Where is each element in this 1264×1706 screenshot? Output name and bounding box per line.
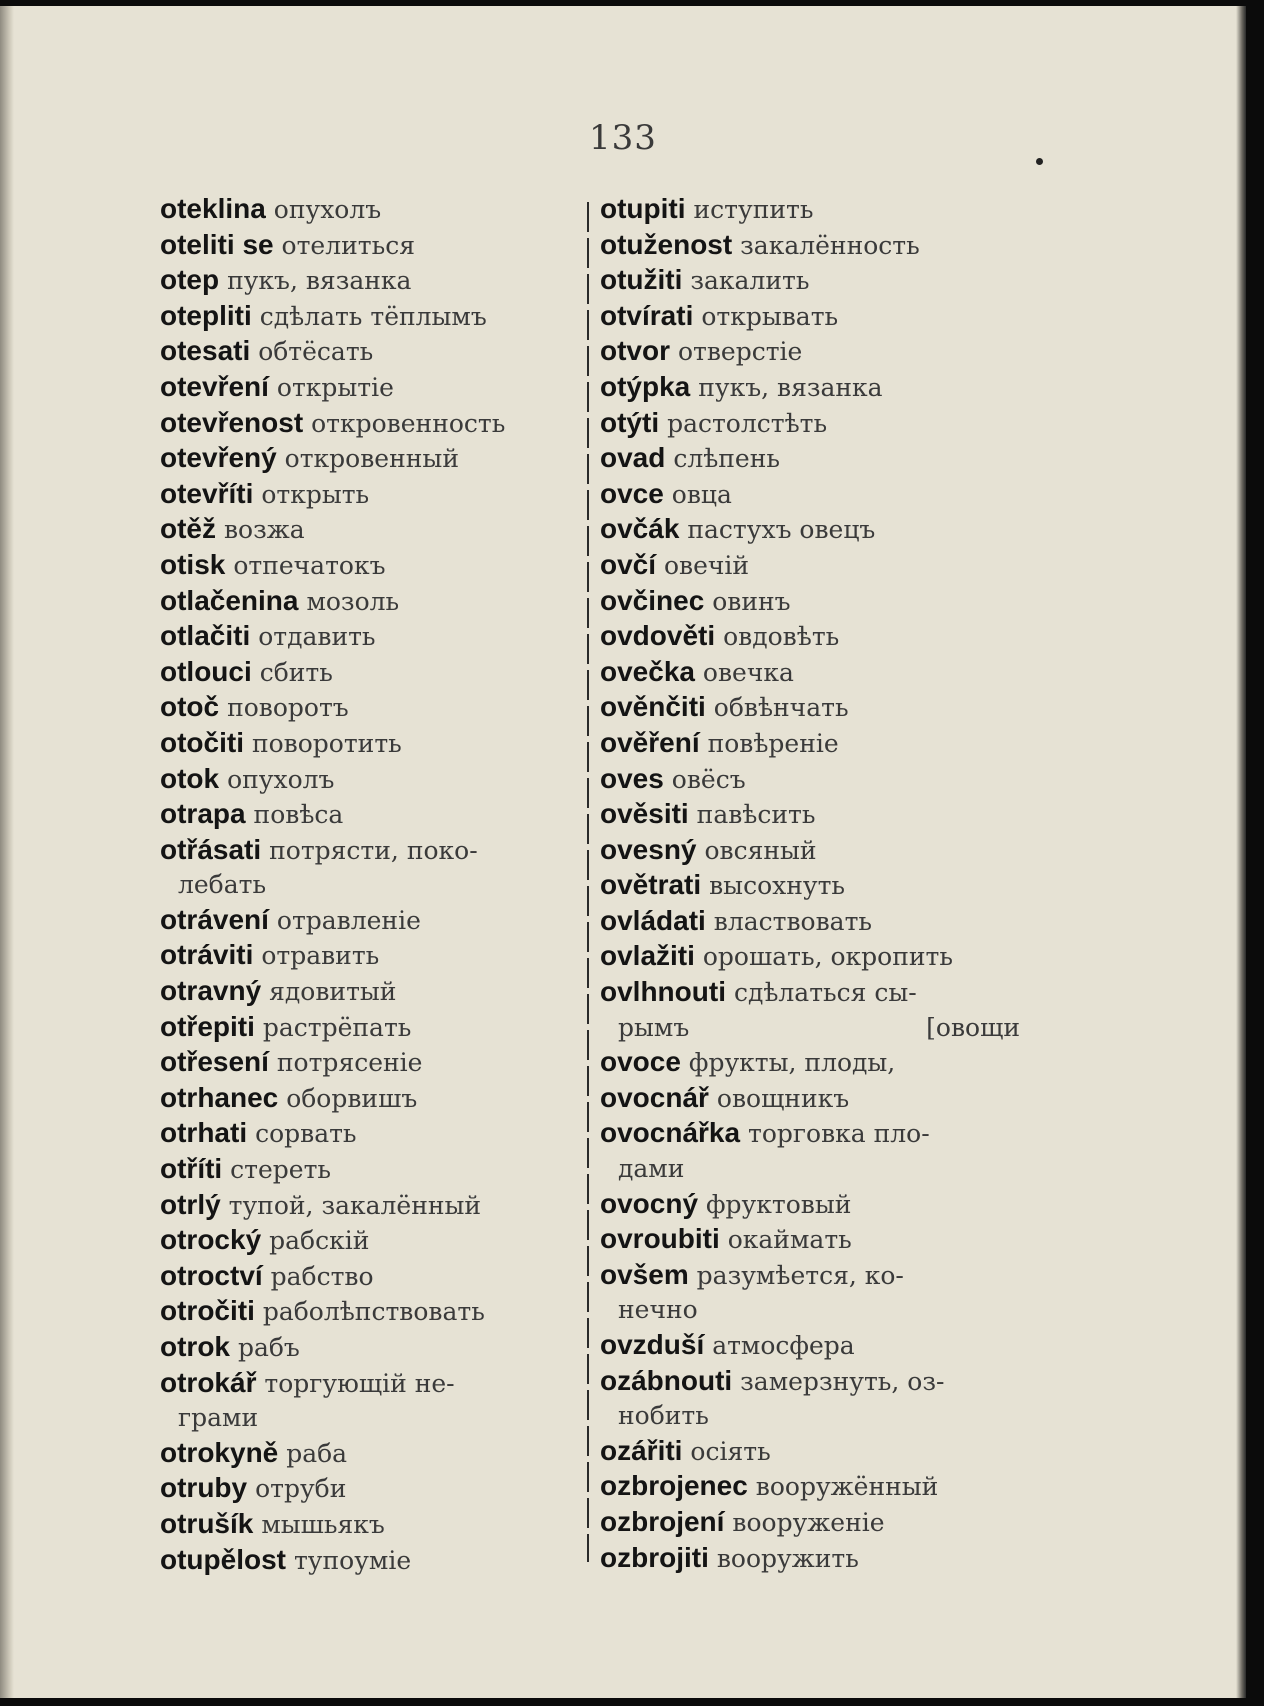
definition-line1: сдѣлаться сы- (733, 978, 917, 1008)
headword: otužiti (600, 264, 683, 296)
definition: повѣреніе (707, 728, 839, 758)
headword: oteliti se (160, 228, 274, 260)
dictionary-entry (160, 192, 580, 228)
definition-line1: потрясти, поко- (269, 835, 478, 865)
dictionary-entry (160, 762, 580, 798)
headword: otvor (600, 335, 670, 367)
dictionary-entry (160, 1152, 580, 1188)
definition: отверстіе (677, 337, 803, 367)
headword: otřesení (160, 1046, 269, 1078)
dictionary-entry (600, 1187, 1020, 1223)
headword: ovečka (600, 655, 695, 687)
headword: otěž (160, 513, 216, 545)
definition-line1: замерзнуть, оз- (740, 1366, 945, 1396)
headword: otravný (160, 975, 262, 1007)
definition: фруктовый (705, 1189, 852, 1219)
dictionary-entry (160, 1366, 580, 1436)
left-column (160, 192, 580, 1578)
dictionary-entry (600, 833, 1020, 869)
definition: овечка (702, 657, 794, 687)
headword: otrhanec (160, 1081, 279, 1113)
dictionary-entry (160, 406, 580, 442)
dictionary-entry (600, 690, 1020, 726)
headword: otlačenina (160, 584, 299, 616)
headword: otrlý (160, 1188, 221, 1220)
dictionary-entry (160, 1188, 580, 1224)
headword: otrok (160, 1331, 230, 1362)
headword: otruby (160, 1472, 248, 1504)
headword: otýpka (600, 370, 691, 402)
definition-line2: лебать (178, 870, 267, 900)
definition: окаймать (727, 1225, 852, 1255)
page-binding-edge (0, 6, 14, 1698)
headword: otupělost (160, 1543, 286, 1575)
definition-line2: нобить (618, 1401, 709, 1431)
headword: ověření (600, 726, 700, 758)
definition: сорвать (255, 1119, 357, 1149)
headword: otesati (160, 335, 251, 367)
dictionary-entry (160, 619, 580, 655)
headword: ovocný (600, 1187, 699, 1219)
dictionary-entry (160, 726, 580, 762)
definition: вооруженіе (732, 1507, 885, 1537)
headword: otlouci (160, 655, 252, 687)
dictionary-entry (600, 370, 1020, 406)
headword: oves (600, 762, 664, 794)
definition: рабъ (237, 1333, 300, 1362)
dictionary-entry (160, 334, 580, 370)
definition: овинъ (712, 586, 791, 616)
headword: otročiti (160, 1295, 255, 1327)
definition: мышьякъ (261, 1509, 385, 1539)
definition: фрукты, плоды, (688, 1048, 896, 1078)
dictionary-entry (160, 1294, 580, 1330)
definition: поворотъ (227, 693, 349, 723)
headword: ovčí (600, 548, 657, 580)
dictionary-entry (600, 1541, 1020, 1577)
dictionary-entry (600, 1222, 1020, 1258)
definition: опухолъ (273, 195, 382, 224)
headword: ovdověti (600, 620, 716, 652)
definition-line1: разумѣется, ко- (696, 1260, 904, 1290)
definition: овечій (663, 550, 750, 580)
headword: ovlažiti (600, 940, 695, 972)
definition: овощникъ (716, 1083, 850, 1113)
headword: otrokář (160, 1366, 257, 1398)
dictionary-entry (600, 1505, 1020, 1541)
headword: ovocnář (600, 1081, 709, 1113)
headword: ovesný (600, 833, 697, 865)
headword: otrušík (160, 1507, 254, 1539)
definition: пукъ, вязанка (227, 266, 412, 296)
headword: otrhati (160, 1117, 248, 1149)
dictionary-entry (600, 1328, 1020, 1364)
dictionary-entry (600, 904, 1020, 940)
dictionary-entry (600, 584, 1020, 620)
dictionary-entry (160, 1436, 580, 1472)
definition: властвовать (713, 906, 873, 936)
dictionary-entry (600, 655, 1020, 691)
headword: otřepiti (160, 1010, 255, 1042)
definition: овдовѣть (723, 622, 840, 652)
definition: потрясеніе (276, 1048, 423, 1078)
definition: отруби (255, 1474, 347, 1504)
headword: ovocnářka (600, 1117, 741, 1149)
definition: овёсъ (671, 764, 746, 794)
dictionary-entry (600, 192, 1020, 228)
definition: раба (286, 1438, 348, 1468)
definition: вооружённый (755, 1472, 939, 1502)
dictionary-entry (160, 512, 580, 548)
dictionary-entry (160, 833, 580, 903)
dictionary-entry (600, 1469, 1020, 1505)
definition: сбить (259, 657, 333, 687)
dictionary-entry (160, 1045, 580, 1081)
headword: ovčák (600, 513, 680, 545)
definition: отелиться (281, 230, 415, 260)
definition-line2: дами (618, 1154, 685, 1184)
headword: otupiti (600, 193, 686, 224)
definition: атмосфера (712, 1331, 855, 1360)
right-column (600, 192, 1020, 1576)
dictionary-entry (160, 584, 580, 620)
dictionary-entry (160, 477, 580, 513)
definition: отпечатокъ (233, 550, 386, 580)
headword: otříti (160, 1153, 223, 1185)
headword: otevříti (160, 477, 254, 509)
headword: otráviti (160, 939, 254, 971)
dictionary-entry (600, 1258, 1020, 1328)
definition: сдѣлать тёплымъ (259, 301, 487, 331)
definition-line1: торговка пло- (748, 1119, 930, 1149)
definition: вооружить (716, 1543, 859, 1573)
dictionary-entry (160, 903, 580, 939)
headword: ozbrojenec (600, 1470, 748, 1502)
dictionary-entry (600, 939, 1020, 975)
headword: ozábnouti (600, 1364, 733, 1396)
dictionary-entry (160, 1081, 580, 1117)
dictionary-entry (600, 1081, 1020, 1117)
headword: oteklina (160, 193, 266, 224)
headword: otevřený (160, 442, 277, 474)
definition: растрёпать (262, 1012, 412, 1042)
definition: обтёсать (258, 337, 374, 367)
dictionary-entry (160, 655, 580, 691)
carryover-word: [овощи (926, 1012, 1020, 1042)
dictionary-entry (160, 797, 580, 833)
definition-line2: грами (178, 1403, 259, 1433)
dictionary-entry (160, 1330, 580, 1366)
definition: рабскій (269, 1226, 370, 1256)
headword: ozbrojení (600, 1505, 725, 1537)
headword: ozbrojiti (600, 1541, 709, 1573)
dictionary-entry (160, 1116, 580, 1152)
definition: мозоль (306, 586, 400, 616)
ink-spot (1036, 158, 1043, 165)
dictionary-entry (160, 1543, 580, 1579)
definition: павѣсить (696, 800, 816, 830)
headword: ovčinec (600, 584, 705, 616)
definition: откровенный (284, 444, 459, 474)
definition: ядовитый (269, 977, 397, 1007)
headword: ověnčiti (600, 691, 706, 723)
headword: ovce (600, 477, 664, 509)
definition-line2: рымъ (618, 1012, 690, 1042)
definition: отравить (261, 941, 380, 971)
headword: ovšem (600, 1258, 689, 1290)
definition: поворотить (251, 728, 402, 758)
definition: возжа (223, 515, 305, 545)
dictionary-entry (160, 1507, 580, 1543)
headword: otýti (600, 406, 660, 438)
definition: тупоуміе (293, 1545, 412, 1575)
definition: откровенность (311, 408, 506, 438)
dictionary-entry (600, 1116, 1020, 1186)
dictionary-page (0, 6, 1246, 1698)
definition: осіять (690, 1436, 771, 1466)
headword: otevřenost (160, 406, 304, 438)
headword: otepliti (160, 299, 252, 331)
dictionary-entry (160, 690, 580, 726)
headword: otlačiti (160, 620, 251, 652)
dictionary-entry (160, 228, 580, 264)
definition: закалённость (740, 230, 920, 260)
headword: otočiti (160, 726, 244, 758)
headword: ovzduší (600, 1329, 705, 1360)
dictionary-entry (600, 477, 1020, 513)
definition: обвѣнчать (713, 693, 849, 723)
dictionary-entry (160, 299, 580, 335)
headword: otrapa (160, 798, 246, 830)
dictionary-entry (600, 762, 1020, 798)
definition: открыть (261, 479, 370, 509)
dictionary-entry (160, 974, 580, 1010)
headword: ovroubiti (600, 1223, 720, 1255)
definition: оборвишъ (286, 1083, 418, 1113)
headword: ovládati (600, 904, 706, 936)
dictionary-entry (600, 619, 1020, 655)
dictionary-entry (600, 406, 1020, 442)
headword: otrocký (160, 1224, 262, 1256)
definition: пукъ, вязанка (698, 372, 883, 402)
definition: пастухъ овецъ (687, 515, 876, 545)
dictionary-entry (160, 1223, 580, 1259)
definition: отдавить (258, 622, 376, 652)
definition: орошать, окропить (702, 942, 953, 972)
definition: стереть (230, 1155, 332, 1185)
dictionary-entry (160, 1259, 580, 1295)
definition: открытіе (276, 372, 394, 402)
definition: тупой, закалённый (228, 1190, 482, 1220)
dictionary-entry (160, 263, 580, 299)
dictionary-entry (160, 370, 580, 406)
headword: ozářiti (600, 1434, 683, 1466)
dictionary-entry (600, 1434, 1020, 1470)
dictionary-entry (160, 1010, 580, 1046)
headword: ověsiti (600, 798, 689, 830)
dictionary-entry (600, 868, 1020, 904)
definition: отравленіе (276, 905, 421, 935)
definition: овца (671, 479, 732, 509)
dictionary-entry (600, 334, 1020, 370)
definition-line1: торгующій не- (264, 1368, 455, 1398)
headword: otroctví (160, 1259, 263, 1291)
headword: otok (160, 762, 220, 794)
dictionary-entry (160, 938, 580, 974)
dictionary-entry (600, 299, 1020, 335)
definition: растолстѣть (667, 408, 828, 438)
definition: овсяный (704, 835, 817, 865)
definition: закалить (690, 266, 810, 296)
definition: повѣса (253, 800, 344, 830)
dictionary-entry (160, 1471, 580, 1507)
headword: otoč (160, 691, 220, 723)
definition: рабство (270, 1261, 374, 1291)
dictionary-entry (600, 1045, 1020, 1081)
headword: otisk (160, 548, 226, 580)
dictionary-entry (600, 975, 1020, 1045)
headword: ovad (600, 442, 666, 474)
headword: otřásati (160, 833, 262, 865)
definition: высохнуть (709, 871, 846, 901)
definition: иступить (693, 195, 814, 224)
headword: otvírati (600, 299, 694, 331)
page-number: 133 (589, 118, 657, 158)
dictionary-entry (160, 441, 580, 477)
headword: otevření (160, 370, 269, 402)
column-divider (587, 202, 589, 1562)
definition: опухолъ (227, 764, 335, 794)
dictionary-entry (600, 1364, 1020, 1434)
headword: ovoce (600, 1046, 681, 1078)
dictionary-entry (600, 512, 1020, 548)
headword: ovětrati (600, 869, 702, 901)
definition: слѣпень (673, 444, 781, 474)
definition: открывать (701, 301, 839, 331)
headword: otep (160, 264, 220, 296)
headword: otrokyně (160, 1436, 279, 1468)
dictionary-entry (600, 263, 1020, 299)
dictionary-entry (600, 726, 1020, 762)
definition: раболѣпствовать (262, 1297, 485, 1327)
dictionary-entry (600, 441, 1020, 477)
dictionary-entry (600, 228, 1020, 264)
headword: otuženost (600, 228, 733, 260)
dictionary-entry (600, 548, 1020, 584)
dictionary-entry (160, 548, 580, 584)
page-right-edge (1236, 6, 1246, 1698)
dictionary-entry (600, 797, 1020, 833)
headword: ovlhnouti (600, 976, 726, 1008)
definition-line2: нечно (618, 1295, 698, 1325)
headword: otrávení (160, 903, 269, 935)
